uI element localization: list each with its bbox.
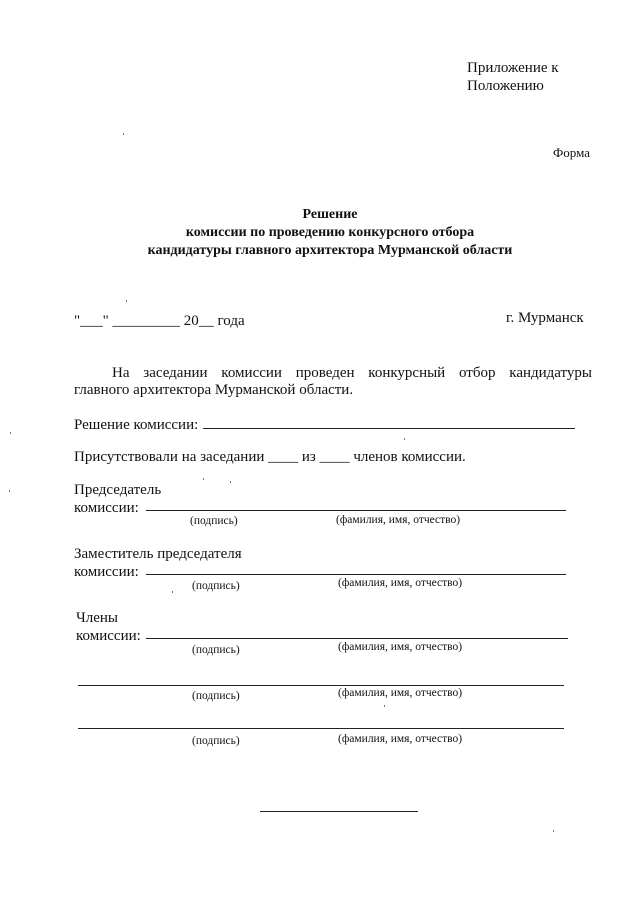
month-blank[interactable]: _________ bbox=[112, 313, 180, 329]
title-line-2: комиссии по проведению конкурсного отбора bbox=[185, 225, 475, 240]
appendix-line-2: Положению bbox=[467, 78, 544, 94]
deputy-signature-line[interactable] bbox=[146, 574, 566, 575]
scan-speck bbox=[10, 432, 11, 434]
year-word: года bbox=[217, 313, 245, 329]
member-3-name-caption: (фамилия, имя, отчество) bbox=[338, 733, 463, 745]
member-2-name-caption: (фамилия, имя, отчество) bbox=[338, 687, 463, 699]
member-3-signature-caption: (подпись) bbox=[192, 735, 240, 747]
scan-speck bbox=[404, 438, 405, 440]
chair-label-2: комиссии: bbox=[74, 500, 139, 516]
scan-speck bbox=[126, 300, 127, 302]
deputy-label-1: Заместитель председателя bbox=[74, 546, 242, 562]
member-1-signature-line[interactable] bbox=[146, 638, 568, 639]
form-label: Форма bbox=[553, 145, 590, 160]
member-2-signature-caption: (подпись) bbox=[192, 690, 240, 702]
chair-label-1: Председатель bbox=[74, 482, 162, 498]
member-1-signature-caption: (подпись) bbox=[192, 644, 240, 656]
attendance-of: из bbox=[301, 449, 316, 465]
decision-label: Решение комиссии: bbox=[74, 417, 199, 433]
members-label-2: комиссии: bbox=[76, 628, 141, 644]
attendance-suffix: членов комиссии. bbox=[353, 449, 466, 465]
chair-name-caption: (фамилия, имя, отчество) bbox=[336, 514, 461, 526]
deputy-signature-caption: (подпись) bbox=[192, 580, 240, 592]
decision-field[interactable] bbox=[203, 428, 575, 429]
year-prefix: 20 bbox=[183, 313, 199, 329]
members-label-1: Члены bbox=[76, 610, 118, 626]
scan-speck bbox=[123, 133, 124, 135]
member-2-signature-line[interactable] bbox=[78, 685, 564, 686]
chair-signature-line[interactable] bbox=[146, 510, 566, 511]
scan-speck bbox=[230, 481, 231, 483]
title-line-3: кандидатуры главного архитектора Мурманской области bbox=[147, 243, 513, 258]
deputy-name-caption: (фамилия, имя, отчество) bbox=[338, 577, 463, 589]
attendance-blank-present[interactable]: ____ bbox=[268, 449, 299, 465]
date-quote-open: " bbox=[74, 313, 81, 329]
date-quote-close: " bbox=[102, 313, 109, 329]
deputy-label-2: комиссии: bbox=[74, 564, 139, 580]
city-label: г. Мурманск bbox=[506, 310, 584, 326]
scan-speck bbox=[203, 478, 204, 480]
closing-separator bbox=[260, 811, 418, 812]
appendix-line-1: Приложение к bbox=[467, 60, 559, 76]
chair-signature-caption: (подпись) bbox=[190, 515, 238, 527]
document-title bbox=[0, 206, 640, 260]
day-blank[interactable]: ___ bbox=[80, 313, 103, 329]
scan-speck bbox=[553, 830, 554, 832]
attendance-prefix: Присутствовали на заседании bbox=[74, 449, 265, 465]
title-line-1: Решение bbox=[302, 207, 358, 222]
year-blank[interactable]: __ bbox=[198, 313, 214, 329]
body-line-1: На заседании комиссии проведен конкурсный отбор кандидатуры bbox=[112, 365, 592, 381]
attendance-blank-total[interactable]: ____ bbox=[319, 449, 350, 465]
body-line-2: главного архитектора Мурманской области. bbox=[74, 382, 354, 398]
scan-speck bbox=[172, 591, 173, 593]
scan-speck bbox=[384, 705, 385, 707]
member-3-signature-line[interactable] bbox=[78, 728, 564, 729]
date-line bbox=[74, 313, 245, 330]
scan-speck bbox=[9, 490, 10, 492]
member-1-name-caption: (фамилия, имя, отчество) bbox=[338, 641, 463, 653]
attendance-line bbox=[74, 449, 466, 466]
